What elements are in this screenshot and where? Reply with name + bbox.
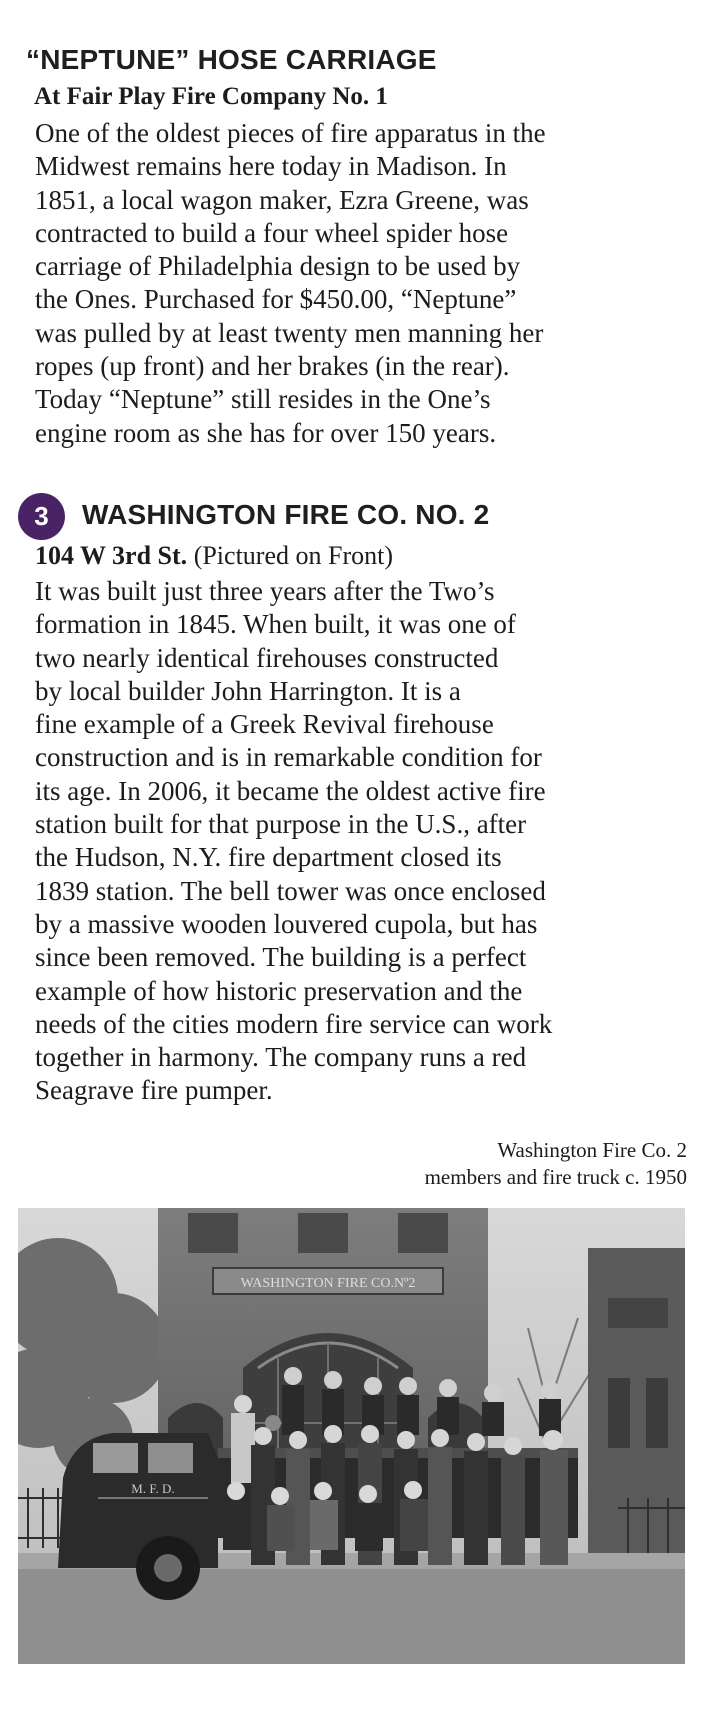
section-body: [35, 575, 552, 1108]
section-title: “NEPTUNE” HOSE CARRIAGE: [26, 44, 437, 75]
body-line: Today “Neptune” still resides in the One’s: [35, 384, 491, 415]
address-line: [35, 541, 393, 571]
body-line: formation in 1845. When built, it was one of: [35, 609, 516, 640]
section-body: [35, 117, 546, 450]
firehouse-photo-art: [18, 1208, 685, 1664]
body-line: needs of the cities modern fire service can work: [35, 1008, 553, 1039]
body-line: example of how historic preservation and the: [35, 975, 523, 1006]
body-line: was pulled by at least twenty men manning her: [35, 317, 544, 348]
firehouse-sign-text: WASHINGTON FIRE CO.Nº2: [240, 1276, 416, 1291]
firehouse-photo: [18, 1208, 685, 1664]
body-line: One of the oldest pieces of fire apparatus in the: [35, 118, 546, 148]
body-line: since been removed. The building is a perfect: [35, 942, 527, 973]
body-line: two nearly identical firehouses constructed: [35, 642, 499, 673]
photo-caption: [425, 1137, 687, 1191]
body-line: ropes (up front) and her brakes (in the rear).: [35, 351, 510, 382]
body-line: its age. In 2006, it became the oldest active fire: [35, 775, 546, 806]
address-note: (Pictured on Front): [187, 541, 393, 570]
body-line: station built for that purpose in the U.S., after: [35, 809, 527, 840]
body-line: carriage of Philadelphia design to be used by: [35, 251, 521, 282]
body-line: the Hudson, N.Y. fire department closed its: [35, 842, 502, 873]
caption-line: members and fire truck c. 1950: [424, 1165, 687, 1189]
body-line: by a massive wooden louvered cupola, but has: [35, 908, 538, 939]
section-subtitle: At Fair Play Fire Company No. 1: [34, 83, 388, 110]
neighbor-building: [588, 1248, 685, 1568]
truck-lettering: M. F. D.: [131, 1481, 175, 1496]
body-line: construction and is in remarkable condition for: [35, 742, 542, 773]
body-line: contracted to build a four wheel spider hose: [35, 217, 509, 248]
stop-number-badge: 3: [18, 493, 65, 540]
body-line: together in harmony. The company runs a red: [35, 1042, 527, 1073]
body-line: 1839 station. The bell tower was once enclosed: [35, 875, 546, 906]
body-line: 1851, a local wagon maker, Ezra Greene, was: [35, 184, 529, 215]
body-line: engine room as she has for over 150 years.: [35, 417, 497, 448]
body-line: Seagrave fire pumper.: [35, 1075, 273, 1106]
body-line: the Ones. Purchased for $450.00, “Neptune”: [35, 284, 517, 315]
address: 104 W 3rd St.: [35, 541, 188, 570]
body-line: by local builder John Harrington. It is a: [35, 675, 461, 706]
street: [18, 1553, 685, 1664]
body-line: Midwest remains here today in Madison. In: [35, 151, 507, 182]
caption-line: Washington Fire Co. 2: [497, 1138, 687, 1162]
body-line: It was built just three years after the Two’s: [35, 576, 495, 606]
section-title: WASHINGTON FIRE CO. NO. 2: [82, 499, 490, 530]
body-line: fine example of a Greek Revival firehouse: [35, 709, 494, 740]
